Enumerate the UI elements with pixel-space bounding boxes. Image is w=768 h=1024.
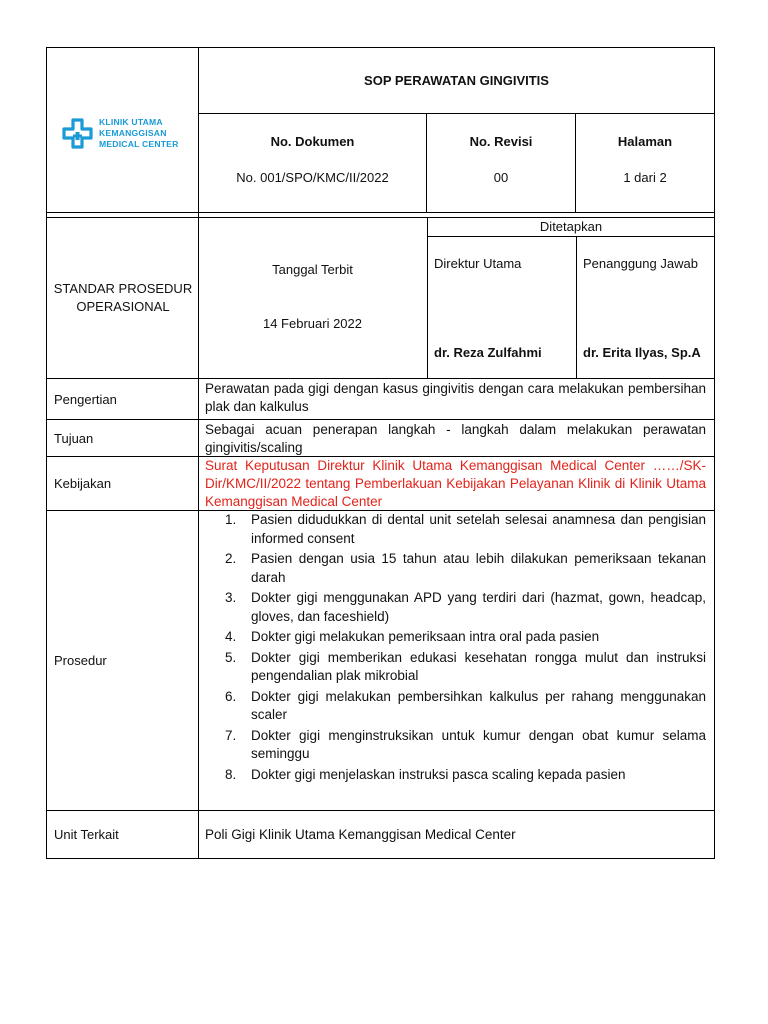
ditetapkan-label: Ditetapkan xyxy=(539,219,603,234)
step-number: 7. xyxy=(225,727,237,743)
pengertian-label: Pengertian xyxy=(54,391,117,407)
pengertian-text: Perawatan pada gigi dengan kasus gingivitis dengan cara melakukan pembersihan plak dan kalkulus xyxy=(205,381,706,414)
step-number: 2. xyxy=(225,551,237,566)
director-name: dr. Reza Zulfahmi xyxy=(434,345,542,360)
step-text: Dokter gigi memberikan edukasi kesehatan rongga mulut dan instruksi pengendalian plak mikrobial xyxy=(251,649,706,683)
responsible-name: dr. Erita Ilyas, Sp.A xyxy=(583,345,701,360)
step-text: Dokter gigi menjelaskan instruksi pasca scaling kepada pasien xyxy=(251,766,626,782)
tujuan-label: Tujuan xyxy=(54,430,94,446)
prosedur-label: Prosedur xyxy=(54,653,107,668)
issued-label: Tanggal Terbit xyxy=(272,261,353,277)
step-text: Dokter gigi melakukan pembersihkan kalkulus per rahang menggunakan scaler xyxy=(251,688,706,722)
procedure-step xyxy=(203,589,706,626)
procedure-step xyxy=(203,766,706,785)
step-text: Dokter gigi menginstruksikan untuk kumur dengan obat kumur selama seminggu xyxy=(251,727,706,761)
step-text: Dokter gigi menggunakan APD yang terdiri dari (hazmat, gown, headcap, gloves, dan faceshield) xyxy=(251,590,706,624)
doc-number-value: No. 001/SPO/KMC/II/2022 xyxy=(236,169,389,185)
sop-label: STANDAR PROSEDUR OPERASIONAL xyxy=(53,281,193,314)
procedure-step xyxy=(203,688,706,725)
clinic-logo xyxy=(60,114,200,154)
step-number: 8. xyxy=(225,766,237,782)
procedure-list xyxy=(203,511,706,784)
procedure-step xyxy=(203,727,706,764)
logo-line-1: KLINIK UTAMA xyxy=(99,117,163,127)
step-number: 6. xyxy=(225,688,237,704)
responsible-title: Penanggung Jawab xyxy=(583,256,698,271)
step-number: 4. xyxy=(225,629,237,644)
kebijakan-text: Surat Keputusan Direktur Klinik Utama Kemanggisan Medical Center ……/SK-Dir/KMC/II/2022 tentang Pemberlakuan Kebijakan Pelayanan Klinik di Klinik Utama Kemanggisan Medical Center xyxy=(205,458,706,509)
tujuan-text: Sebagai acuan penerapan langkah - langkah dalam melakukan perawatan gingivitis/scaling xyxy=(205,422,706,455)
step-text: Pasien dengan usia 15 tahun atau lebih dilakukan pemeriksaan tekanan darah xyxy=(251,551,706,585)
revision-label: No. Revisi xyxy=(469,133,533,149)
unit-text: Poli Gigi Klinik Utama Kemanggisan Medical Center xyxy=(205,827,516,842)
procedure-list-container xyxy=(203,511,706,786)
procedure-step xyxy=(203,649,706,686)
procedure-step xyxy=(203,628,706,647)
unit-label: Unit Terkait xyxy=(54,827,119,842)
step-number: 1. xyxy=(225,512,237,527)
page-value: 1 dari 2 xyxy=(623,169,667,185)
logo-line-2: KEMANGGISAN xyxy=(99,128,167,138)
revision-value: 00 xyxy=(493,169,509,185)
kebijakan-label: Kebijakan xyxy=(54,476,112,491)
medical-cross-icon xyxy=(62,118,94,152)
procedure-step xyxy=(203,511,706,548)
issued-date: 14 Februari 2022 xyxy=(262,315,362,331)
doc-number-label: No. Dokumen xyxy=(270,133,355,149)
step-number: 5. xyxy=(225,649,237,665)
procedure-step xyxy=(203,550,706,587)
page-label: Halaman xyxy=(617,133,673,149)
step-text: Pasien didudukkan di dental unit setelah selesai anamnesa dan pengisian informed consent xyxy=(251,512,706,546)
step-text: Dokter gigi melakukan pemeriksaan intra oral pada pasien xyxy=(251,629,600,644)
director-title: Direktur Utama xyxy=(434,256,522,271)
page-title: SOP PERAWATAN GINGIVITIS xyxy=(364,73,549,88)
step-number: 3. xyxy=(225,590,237,605)
logo-line-3: MEDICAL CENTER xyxy=(99,139,179,149)
